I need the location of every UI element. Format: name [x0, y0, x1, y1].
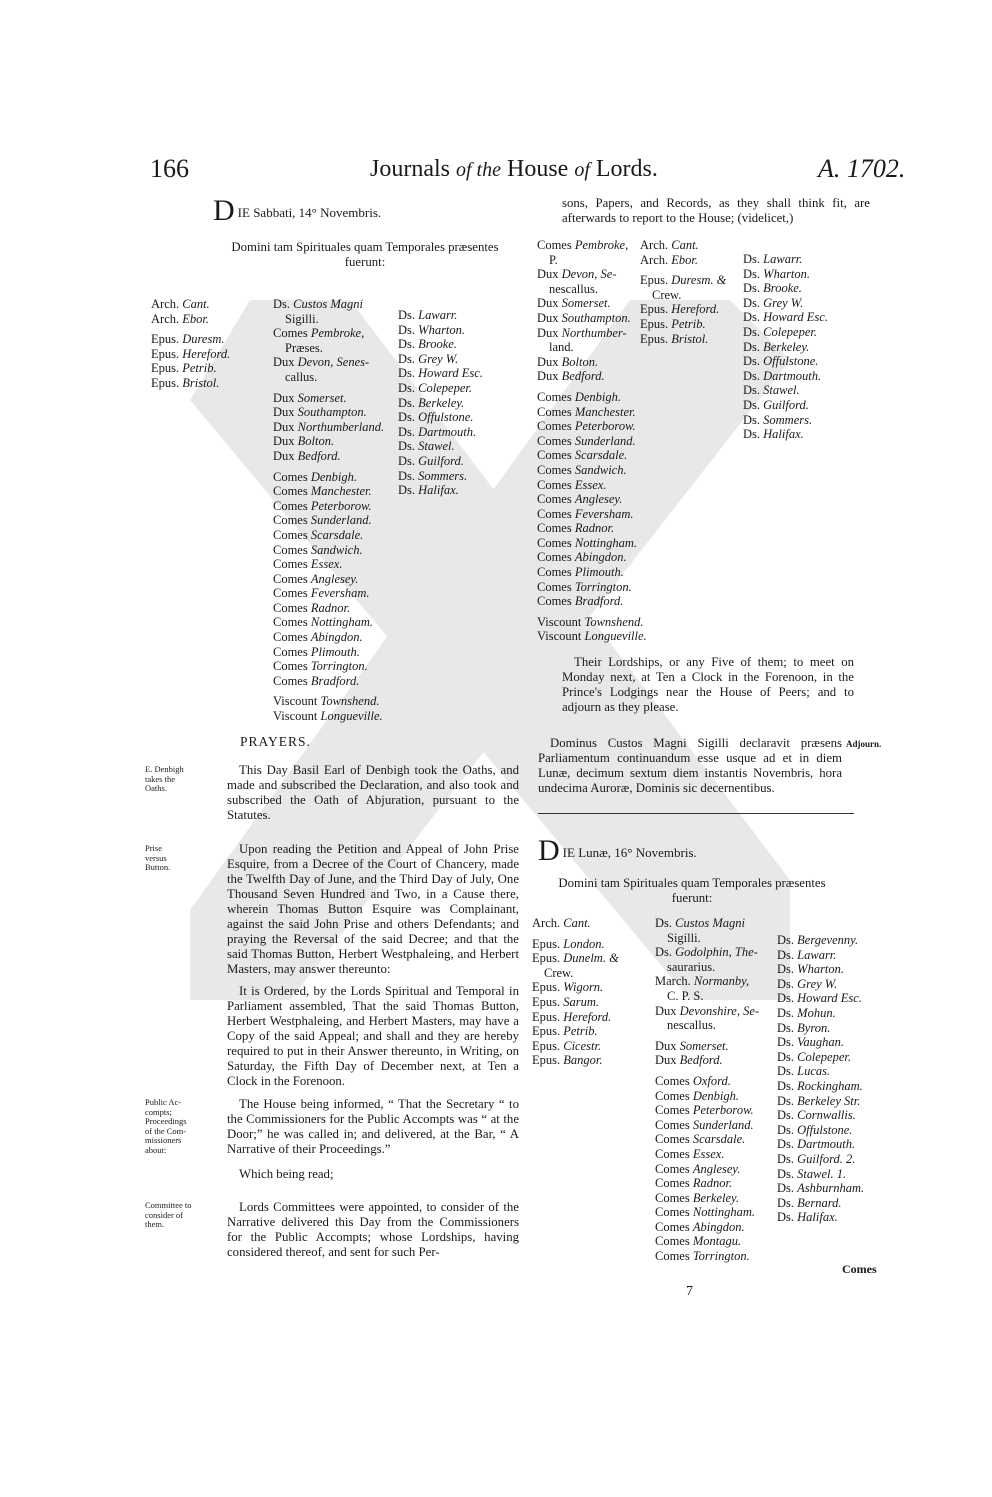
name-entry: Dux Bedford.: [655, 1053, 723, 1068]
name-entry: Ds. Guilford.: [743, 397, 809, 412]
name-entry: Ds. Sommers.: [743, 412, 813, 427]
name-entry: Ds. Sommers.: [398, 468, 468, 483]
name-entry: Epus. London.: [532, 936, 605, 951]
name-entry: Dux Bolton.: [537, 354, 599, 369]
name-entry: Epus. Petrib.: [640, 316, 706, 331]
name-entry: Ds. Bernard.: [777, 1195, 842, 1210]
name-entry: Comes Berkeley.: [655, 1190, 740, 1205]
name-entry: Ds. Howard Esc.: [743, 310, 828, 325]
name-entry: Ds. Dartmouth.: [743, 368, 822, 383]
name-entry: Comes Montagu.: [655, 1234, 742, 1249]
name-entry: Viscount Longueville.: [273, 709, 383, 724]
name-entry: Comes Denbigh.: [537, 389, 622, 404]
meeting-paragraph: Their Lordships, or any Five of them; to meet on Monday next, at Ten a Clock in the Forenoon, in the Prince's Lodgings near the House of Peers; and to adjourn as they please.: [562, 655, 854, 714]
margin-note-adjourn: Adjourn.: [846, 739, 882, 749]
name-entry: Comes Peterborow.: [655, 1103, 754, 1118]
name-entry: Arch. Ebor.: [151, 311, 209, 326]
name-entry: Comes Scarsdale.: [655, 1132, 746, 1147]
name-entry: Ds. Lawarr.: [398, 308, 458, 322]
lunae-heading: D IE Lunæ, 16° Novembris.: [538, 834, 697, 867]
name-entry: Ds. Cornwallis.: [777, 1108, 856, 1123]
name-entry: Comes Denbigh.: [655, 1088, 740, 1103]
name-entry: Comes Torrington.: [273, 659, 368, 674]
name-entry: Dux Devon, Senes-: [273, 355, 370, 370]
catchword: Comes: [842, 1262, 877, 1276]
journal-title: Journals of the House of Lords.: [370, 156, 658, 182]
adjournment-paragraph: Dominus Custos Magni Sigilli declaravit præsens Parliamentum continuandum esse usque ad et in diem Lunæ, decimum sextum diem instantis Novembris, hora undecima Auroræ, Dominis sic decernentibus.: [538, 736, 842, 795]
committee-barons-list: [743, 252, 828, 442]
name-entry: Dux Bedford.: [537, 369, 605, 384]
name-entry: Sigilli.: [285, 311, 319, 326]
name-entry: Comes Scarsdale.: [273, 527, 364, 542]
denbigh-paragraph: This Day Basil Earl of Denbigh took the Oaths, and made and subscribed the Declaration, and also took and subscribed the Oath of Abjuration, pursuant to the Statutes.: [227, 763, 519, 822]
name-entry: Ds. Brooke.: [743, 281, 802, 296]
name-entry: Epus. Petrib.: [151, 361, 217, 376]
name-entry: nescallus.: [667, 1018, 716, 1033]
name-entry: Epus. Duresm. &: [640, 273, 727, 288]
name-entry: Ds. Wharton.: [398, 322, 466, 337]
name-entry: Crew.: [544, 965, 574, 980]
name-entry: Ds. Wharton.: [777, 962, 845, 977]
name-entry: Ds. Stawel.: [398, 439, 455, 454]
prayers-heading: PRAYERS.: [240, 734, 311, 749]
name-entry: Ds. Howard Esc.: [398, 366, 483, 381]
name-entry: Ds. Mohun.: [777, 1005, 836, 1020]
lunae-nobles-list: [655, 916, 759, 1264]
name-entry: Epus. Dunelm. &: [532, 951, 619, 966]
name-entry: Comes Torrington.: [655, 1249, 750, 1264]
name-entry: callus.: [285, 369, 318, 384]
name-entry: Ds. Halifax.: [398, 483, 459, 498]
name-entry: Epus. Hereford.: [151, 346, 231, 361]
name-entry: C. P. S.: [667, 988, 704, 1003]
name-entry: Ds. Stawel.: [743, 383, 800, 398]
name-entry: Comes Oxford.: [655, 1073, 731, 1088]
name-entry: Ds. Grey W.: [743, 295, 804, 310]
name-entry: Epus. Hereford.: [640, 302, 720, 317]
name-entry: Ds. Brooke.: [398, 337, 457, 352]
name-entry: Epus. Petrib.: [532, 1024, 598, 1039]
name-entry: Comes Pembroke,: [537, 238, 629, 252]
name-entry: Comes Plimouth.: [537, 565, 624, 580]
name-entry: Ds. Ashburnham.: [777, 1181, 865, 1196]
name-entry: land.: [549, 340, 574, 355]
name-entry: Ds. Halifax.: [777, 1210, 838, 1225]
name-entry: Arch. Cant.: [151, 297, 210, 311]
name-entry: Comes Feversham.: [273, 586, 370, 601]
name-entry: Ds. Lawarr.: [777, 947, 837, 962]
name-entry: Ds. Wharton.: [743, 266, 811, 281]
name-entry: Epus. Bangor.: [532, 1053, 603, 1068]
name-entry: Comes Radnor.: [655, 1176, 733, 1191]
committee-bishops-list: [640, 238, 726, 346]
name-entry: Ds. Godolphin, The-: [655, 945, 758, 960]
name-entry: Dux Bolton.: [273, 434, 335, 449]
prise-paragraph: Upon reading the Petition and Appeal of John Prise Esquire, from a Decree of the Court of Chancery, made the Twelfth Day of June, and the Third Day of July, One Thousand Seven Hundred and Two, in a Cause there, wherein Thomas Button Esquire was Complainant, against the said John Prise and others Defendants; and praying the Reversal of the said Decree; and that the said Thomas Button, Herbert Westphaleing, and Herbert Masters, may answer thereunto: It is Ordered, by the Lords Spiritual and Temporal in Parliament assembled, That the said Thomas Button, Herbert Westphaleing, and Herbert Masters, may have a Copy of the said Appeal; and shall and they are hereby required to put in their Answer thereunto, in Writing, on Saturday, the Fifth Day of December next, at Ten a Clock in the Forenoon.: [227, 842, 519, 1088]
name-entry: Viscount Townshend.: [537, 614, 644, 629]
sabbati-present: Domini tam Spirituales quam Temporales præsentes fuerunt:: [231, 240, 499, 269]
name-entry: Ds. Rockingham.: [777, 1078, 863, 1093]
name-entry: Comes Scarsdale.: [537, 448, 628, 463]
name-entry: Ds. Offulstone.: [743, 354, 819, 369]
name-entry: Dux Somerset.: [655, 1038, 729, 1053]
name-entry: Ds. Offulstone.: [777, 1122, 853, 1137]
name-entry: saurarius.: [667, 959, 716, 974]
committee-paragraph: Lords Committees were appointed, to consider of the Narrative delivered this Day from the Commissioners for the Public Accompts; whose Lordships, having considered thereof, and sent for such Per-: [227, 1200, 519, 1259]
name-entry: Comes Abingdon.: [273, 630, 363, 645]
name-entry: Comes Bradford.: [273, 673, 360, 688]
name-entry: Comes Abingdon.: [537, 550, 627, 565]
name-entry: Comes Sunderland.: [537, 433, 636, 448]
sabbati-bishops-list: [151, 297, 230, 391]
name-entry: Dux Northumberland.: [273, 419, 385, 434]
name-entry: Epus. Duresm.: [151, 332, 225, 347]
name-entry: Viscount Townshend.: [273, 694, 380, 709]
name-entry: Ds. Colepeper.: [398, 380, 472, 395]
margin-note-prise: Prise versus Button.: [145, 843, 171, 872]
name-entry: Comes Anglesey.: [537, 492, 623, 507]
name-entry: Ds. Berkeley.: [398, 395, 465, 410]
name-entry: Ds. Colepeper.: [743, 324, 817, 339]
name-entry: Comes Anglesey.: [655, 1161, 741, 1176]
name-entry: Arch. Cant.: [640, 238, 699, 252]
name-entry: Comes Feversham.: [537, 506, 634, 521]
name-entry: Dux Devonshire, Se-: [655, 1003, 760, 1018]
lunae-barons-list: [777, 933, 864, 1225]
name-entry: Arch. Ebor.: [640, 252, 698, 267]
name-entry: Comes Bradford.: [537, 594, 624, 609]
name-entry: Comes Peterborow.: [537, 419, 636, 434]
name-entry: Comes Anglesey.: [273, 571, 359, 586]
name-entry: Ds. Byron.: [777, 1020, 831, 1035]
lunae-present: Domini tam Spirituales quam Temporales præsentes fuerunt:: [558, 876, 826, 905]
name-entry: Ds. Grey W.: [777, 976, 838, 991]
name-entry: Comes Sunderland.: [273, 513, 372, 528]
name-entry: Ds. Grey W.: [398, 351, 459, 366]
name-entry: Comes Plimouth.: [273, 644, 360, 659]
accompts-paragraph: The House being informed, “ That the Secretary “ to the Commissioners for the Public Accompts was “ at the Door;” he was called in; and delivered, at the Bar, “ A Narrative of their Proceedings.” Which being read;: [227, 1097, 519, 1181]
name-entry: Dux Somerset.: [537, 296, 611, 311]
name-entry: Comes Essex.: [537, 477, 607, 492]
name-entry: Comes Pembroke,: [273, 326, 365, 341]
name-entry: Comes Peterborow.: [273, 498, 372, 513]
name-entry: Dux Somerset.: [273, 390, 347, 405]
name-entry: Ds. Lawarr.: [743, 252, 803, 266]
name-entry: Sigilli.: [667, 930, 701, 945]
name-entry: Ds. Stawel. 1.: [777, 1166, 847, 1181]
lunae-bishops-list: [532, 916, 619, 1068]
sabbati-heading: D IE Sabbati, 14° Novembris.: [213, 194, 382, 227]
name-entry: Crew.: [652, 287, 682, 302]
name-entry: Comes Denbigh.: [273, 469, 358, 484]
name-entry: Ds. Offulstone.: [398, 410, 474, 425]
name-entry: Ds. Halifax.: [743, 427, 804, 442]
name-entry: Comes Sandwich.: [273, 542, 363, 557]
name-entry: Arch. Cant.: [532, 916, 591, 930]
name-entry: Comes Radnor.: [537, 521, 615, 536]
signature-mark: 7: [686, 1284, 693, 1299]
name-entry: Comes Sandwich.: [537, 462, 627, 477]
name-entry: Dux Southampton.: [273, 405, 367, 420]
name-entry: Comes Nottingham.: [273, 615, 374, 630]
committee-continuation: sons, Papers, and Records, as they shall think fit, are afterwards to report to the House; (videlicet,): [562, 196, 870, 225]
name-entry: Ds. Vaughan.: [777, 1035, 845, 1050]
margin-note-committee: Committee to consider of them.: [145, 1200, 192, 1229]
name-entry: Comes Nottingham.: [655, 1205, 756, 1220]
name-entry: Ds. Guilford. 2.: [777, 1151, 856, 1166]
margin-note-accompts: Public Ac- compts; Proceedings of the Com- missioners about:: [145, 1097, 187, 1155]
name-entry: Comes Nottingham.: [537, 535, 638, 550]
name-entry: Dux Bedford.: [273, 448, 341, 463]
sabbati-barons-list: [398, 308, 483, 498]
sabbati-nobles-list: [273, 297, 384, 724]
name-entry: Comes Sunderland.: [655, 1117, 754, 1132]
name-entry: Ds. Berkeley.: [743, 339, 810, 354]
name-entry: March. Normanby,: [655, 974, 750, 989]
name-entry: Dux Devon, Se-: [537, 267, 617, 282]
name-entry: Viscount Longueville.: [537, 629, 647, 644]
page-year: A. 1702.: [818, 154, 906, 183]
name-entry: Ds. Bergevenny.: [777, 933, 859, 947]
name-entry: Epus. Sarum.: [532, 994, 600, 1009]
name-entry: Epus. Wigorn.: [532, 980, 604, 995]
committee-nobles-list: [537, 238, 647, 644]
name-entry: Epus. Cicestr.: [532, 1038, 602, 1053]
name-entry: Comes Radnor.: [273, 600, 351, 615]
name-entry: Comes Abingdon.: [655, 1219, 745, 1234]
page-number: 166: [150, 154, 189, 183]
name-entry: P.: [549, 252, 558, 267]
name-entry: Ds. Berkeley Str.: [777, 1093, 861, 1108]
name-entry: Ds. Colepeper.: [777, 1049, 851, 1064]
name-entry: Dux Northumber-: [537, 325, 627, 340]
name-entry: Dux Southampton.: [537, 310, 631, 325]
name-entry: nescallus.: [549, 281, 598, 296]
name-entry: Comes Manchester.: [537, 404, 636, 419]
margin-note-denbigh: E. Denbigh takes the Oaths.: [145, 764, 184, 793]
name-entry: Epus. Hereford.: [532, 1009, 612, 1024]
name-entry: Ds. Custos Magni: [273, 297, 363, 311]
name-entry: Ds. Custos Magni: [655, 916, 745, 930]
name-entry: Comes Torrington.: [537, 579, 632, 594]
name-entry: Comes Essex.: [273, 557, 343, 572]
name-entry: Epus. Bristol.: [640, 331, 709, 346]
name-entry: Epus. Bristol.: [151, 375, 220, 390]
name-entry: Comes Manchester.: [273, 484, 372, 499]
name-entry: Ds. Dartmouth.: [398, 424, 477, 439]
name-entry: Ds. Howard Esc.: [777, 991, 862, 1006]
name-entry: Comes Essex.: [655, 1146, 725, 1161]
section-divider: [538, 813, 854, 814]
name-entry: Ds. Lucas.: [777, 1064, 831, 1079]
name-entry: Ds. Dartmouth.: [777, 1137, 856, 1152]
name-entry: Ds. Guilford.: [398, 453, 464, 468]
name-entry: Præses.: [285, 340, 323, 355]
